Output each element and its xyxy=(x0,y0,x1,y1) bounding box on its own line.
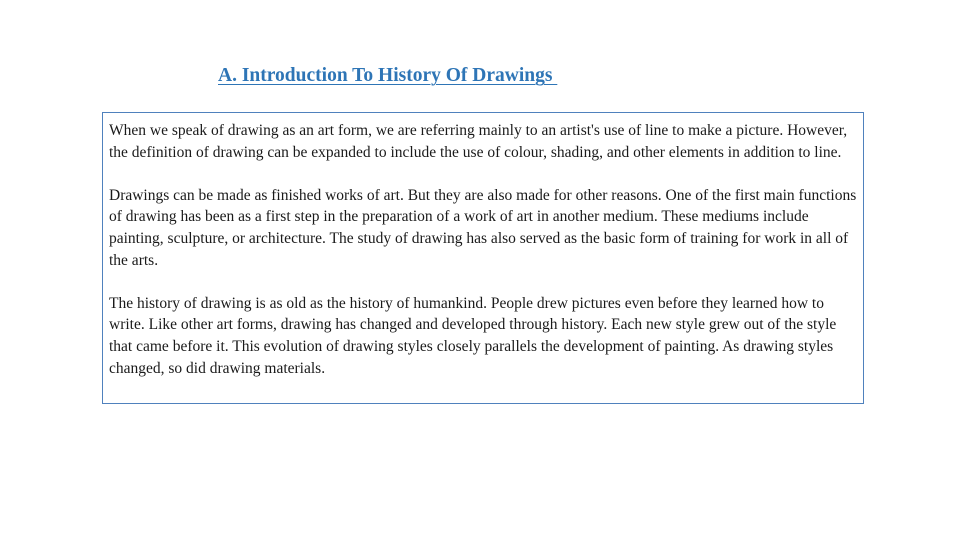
paragraph-history: The history of drawing is as old as the history of humankind. People drew pictures even before they learned how to write. Like other art forms, drawing has changed and developed through history. Each new style grew out of the style that came before it. This evolution of drawing styles closely parallels the development of painting. As drawing styles changed, so did drawing materials. xyxy=(109,294,837,377)
paragraph-definition: When we speak of drawing as an art form, we are referring mainly to an artist's use of line to make a picture. However, the definition of drawing can be expanded to include the use of colour, shading, and other elements in addition to line. xyxy=(109,122,848,161)
text-box xyxy=(102,112,864,404)
slide-title: A. Introduction To History Of Drawings xyxy=(218,65,558,86)
paragraph-functions: Drawings can be made as finished works of art. But they are also made for other reasons. One of the first main functions of drawing has been as a first step in the preparation of a work of art in another medium. These mediums include painting, sculpture, or architecture. The study of drawing has also served as the basic form of training for work in all of the arts. xyxy=(109,186,857,269)
